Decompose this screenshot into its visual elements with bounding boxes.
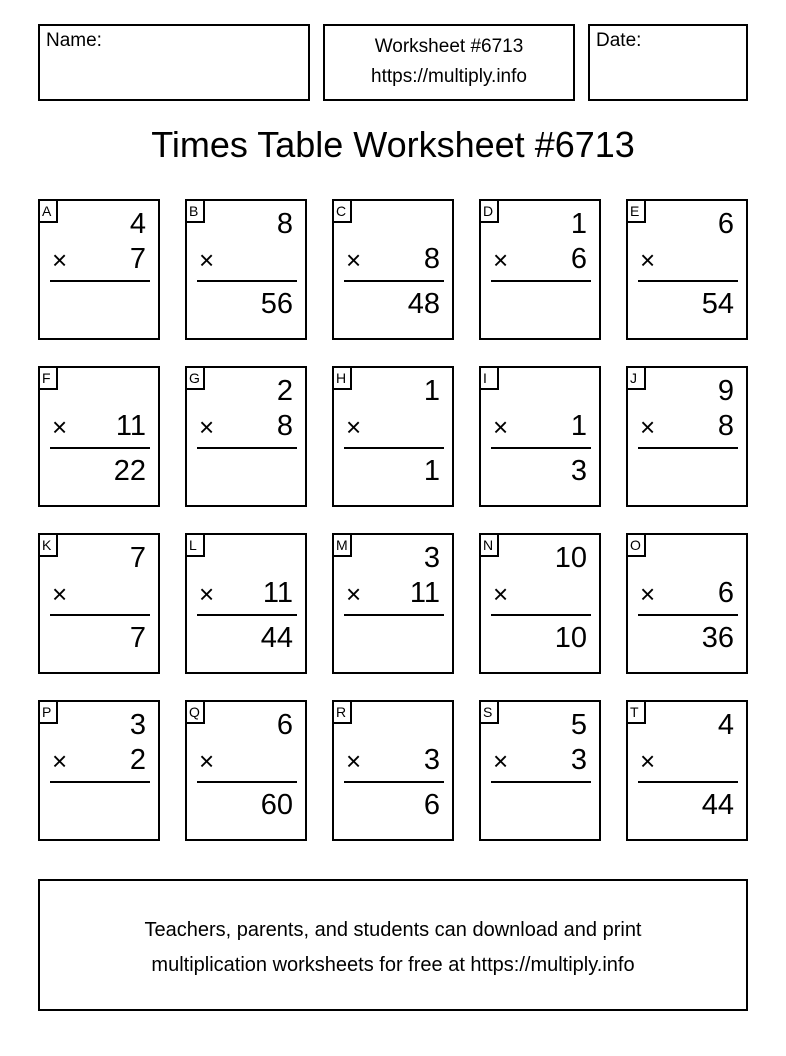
problem-letter: E [628, 201, 646, 223]
problem-card[interactable] [626, 533, 748, 674]
second-factor: 2 [129, 744, 146, 776]
problem-letter: O [628, 535, 646, 557]
product: 54 [701, 288, 734, 320]
answer-line [50, 614, 150, 616]
first-factor: 10 [554, 542, 587, 574]
multiply-sign: × [52, 579, 68, 609]
problem-card[interactable] [38, 199, 160, 340]
name-field[interactable] [38, 24, 310, 101]
problem-letter: C [334, 201, 352, 223]
answer-line [638, 781, 738, 783]
answer-line [638, 614, 738, 616]
product: 56 [260, 288, 293, 320]
page-title: Times Table Worksheet #6713 [151, 124, 635, 165]
answer-line [197, 280, 297, 282]
product: 36 [701, 622, 734, 654]
problem-letter: S [481, 702, 499, 724]
product: 1 [423, 455, 440, 487]
multiply-sign: × [199, 412, 215, 442]
footer-line-2: multiplication worksheets for free at https://multiply.info [151, 954, 635, 976]
multiply-sign: × [199, 746, 215, 776]
answer-line [638, 280, 738, 282]
problem-letter: Q [187, 702, 205, 724]
first-factor: 6 [717, 208, 734, 240]
multiply-sign: × [640, 245, 656, 275]
second-factor: 3 [570, 744, 587, 776]
second-factor: 7 [129, 243, 146, 275]
second-factor: 11 [115, 410, 146, 442]
product: 48 [407, 288, 440, 320]
multiply-sign: × [346, 579, 362, 609]
problem-card[interactable] [479, 366, 601, 507]
problem-card[interactable] [332, 366, 454, 507]
worksheet-number: Worksheet #6713 [374, 36, 524, 57]
first-factor: 9 [717, 375, 734, 407]
second-factor: 8 [276, 410, 293, 442]
first-factor: 5 [570, 709, 587, 741]
answer-line [491, 781, 591, 783]
multiply-sign: × [346, 412, 362, 442]
multiply-sign: × [640, 412, 656, 442]
answer-line [197, 614, 297, 616]
problem-letter: G [187, 368, 205, 390]
multiply-sign: × [52, 746, 68, 776]
answer-line [50, 781, 150, 783]
answer-line [344, 447, 444, 449]
problem-letter: F [40, 368, 58, 390]
problem-letter: L [187, 535, 205, 557]
footer-box [38, 879, 748, 1011]
product: 44 [701, 789, 734, 821]
problem-letter: H [334, 368, 352, 390]
multiply-sign: × [493, 579, 509, 609]
multiply-sign: × [346, 746, 362, 776]
date-field[interactable] [588, 24, 748, 101]
problem-letter: A [40, 201, 58, 223]
problem-letter: K [40, 535, 58, 557]
product: 22 [113, 455, 146, 487]
answer-line [50, 447, 150, 449]
problem-card[interactable] [185, 199, 307, 340]
answer-line [344, 781, 444, 783]
multiply-sign: × [493, 412, 509, 442]
multiply-sign: × [199, 245, 215, 275]
second-factor: 11 [409, 577, 440, 609]
footer-text [40, 913, 746, 983]
worksheet-id-box [323, 24, 575, 101]
problem-card[interactable] [38, 366, 160, 507]
second-factor: 8 [423, 243, 440, 275]
multiply-sign: × [52, 412, 68, 442]
problem-card[interactable] [332, 533, 454, 674]
multiply-sign: × [493, 746, 509, 776]
problem-card[interactable] [626, 700, 748, 841]
product: 60 [260, 789, 293, 821]
first-factor: 6 [276, 709, 293, 741]
answer-line [344, 614, 444, 616]
first-factor: 3 [129, 709, 146, 741]
worksheet-url: https://multiply.info [371, 66, 527, 87]
answer-line [50, 280, 150, 282]
problem-letter: T [628, 702, 646, 724]
answer-line [197, 781, 297, 783]
problem-card[interactable] [626, 199, 748, 340]
problem-letter: D [481, 201, 499, 223]
problem-letter: J [628, 368, 646, 390]
multiply-sign: × [640, 579, 656, 609]
multiply-sign: × [199, 579, 215, 609]
problem-card[interactable] [185, 700, 307, 841]
first-factor: 4 [717, 709, 734, 741]
footer-line-1: Teachers, parents, and students can download and print [144, 919, 642, 941]
problem-card[interactable] [38, 533, 160, 674]
second-factor: 3 [423, 744, 440, 776]
problem-card[interactable] [479, 199, 601, 340]
problem-letter: P [40, 702, 58, 724]
name-label: Name: [46, 30, 102, 51]
product: 6 [423, 789, 440, 821]
answer-line [491, 447, 591, 449]
first-factor: 3 [423, 542, 440, 574]
second-factor: 6 [570, 243, 587, 275]
first-factor: 1 [423, 375, 440, 407]
first-factor: 2 [276, 375, 293, 407]
multiply-sign: × [640, 746, 656, 776]
first-factor: 8 [276, 208, 293, 240]
problem-letter: M [334, 535, 352, 557]
multiply-sign: × [52, 245, 68, 275]
product: 7 [129, 622, 146, 654]
problem-card[interactable] [185, 366, 307, 507]
problem-card[interactable] [479, 700, 601, 841]
problem-card[interactable] [332, 700, 454, 841]
answer-line [491, 614, 591, 616]
answer-line [491, 280, 591, 282]
answer-line [638, 447, 738, 449]
second-factor: 6 [717, 577, 734, 609]
problem-letter: N [481, 535, 499, 557]
second-factor: 1 [570, 410, 587, 442]
multiply-sign: × [493, 245, 509, 275]
problem-card[interactable] [479, 533, 601, 674]
problem-letter: I [481, 368, 499, 390]
product: 44 [260, 622, 293, 654]
first-factor: 1 [570, 208, 587, 240]
problem-card[interactable] [332, 199, 454, 340]
multiply-sign: × [346, 245, 362, 275]
problem-card[interactable] [185, 533, 307, 674]
second-factor: 8 [717, 410, 734, 442]
first-factor: 7 [129, 542, 146, 574]
answer-line [197, 447, 297, 449]
problem-letter: R [334, 702, 352, 724]
problem-card[interactable] [626, 366, 748, 507]
problem-card[interactable] [38, 700, 160, 841]
product: 10 [554, 622, 587, 654]
date-label: Date: [596, 30, 642, 51]
problem-letter: B [187, 201, 205, 223]
first-factor: 4 [129, 208, 146, 240]
second-factor: 11 [262, 577, 293, 609]
answer-line [344, 280, 444, 282]
product: 3 [570, 455, 587, 487]
